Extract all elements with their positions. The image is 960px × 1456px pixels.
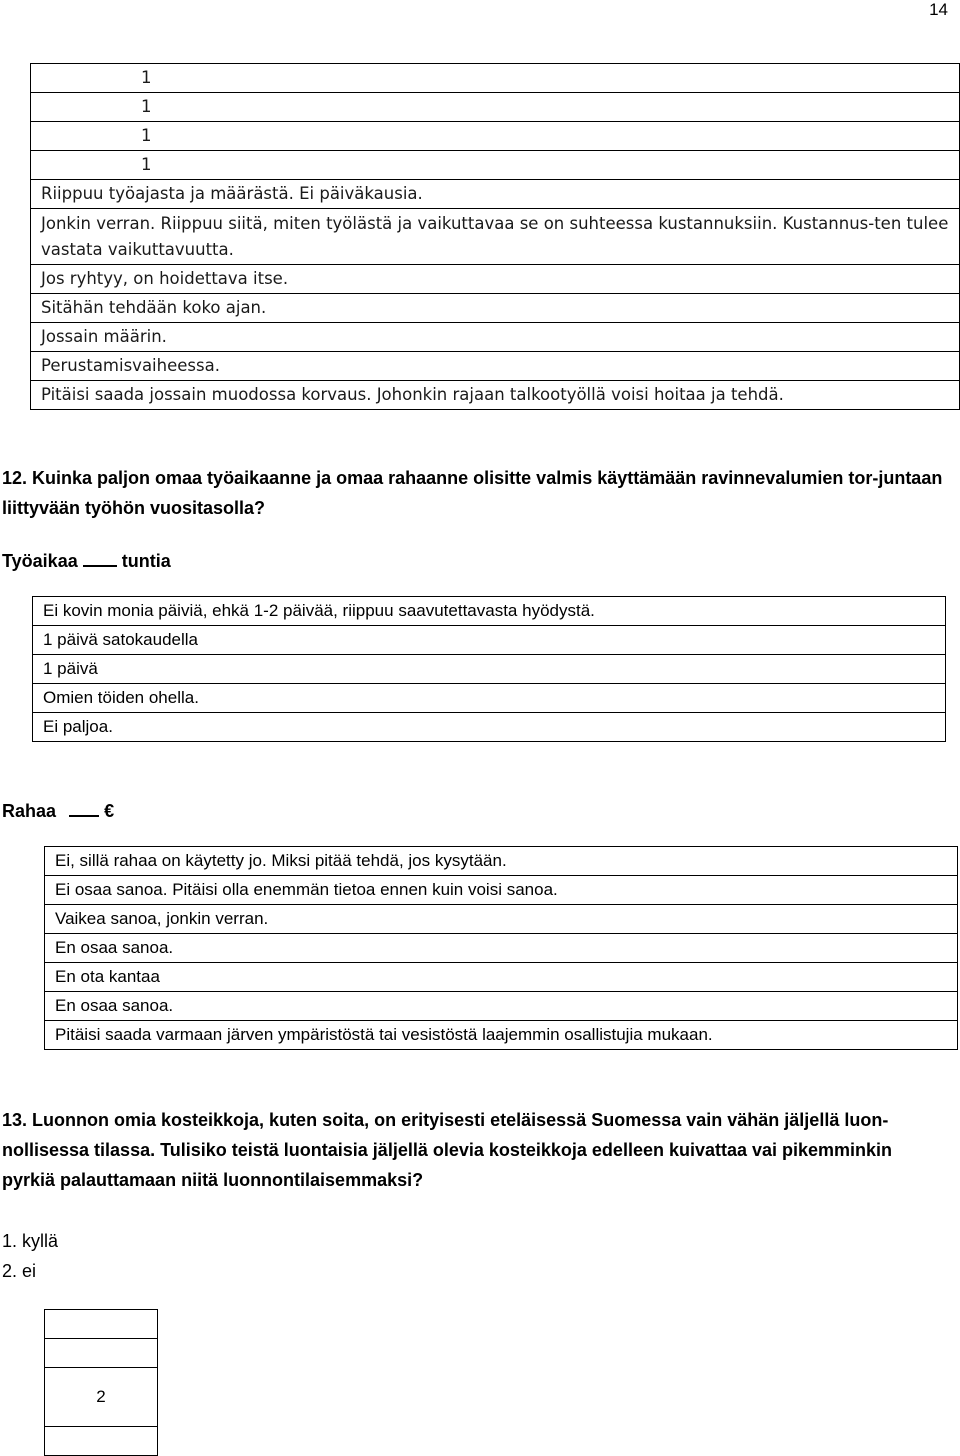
table-row <box>31 323 960 352</box>
table-cell-count <box>45 1427 158 1456</box>
time-unit: tuntia <box>121 551 171 571</box>
option-no: 2. ei <box>2 1261 37 1281</box>
time-blank <box>83 549 117 567</box>
question-12-text: 12. Kuinka paljon omaa työaikaanne ja omaa rahaanne olisitte valmis käyttämään ravinnevalumien tor-juntaan liittyvään työhön vuositasolla? <box>2 468 943 518</box>
table-cell-count: 1 <box>31 122 960 151</box>
table-row <box>31 265 960 294</box>
table-row <box>45 1021 958 1050</box>
table-row <box>45 1310 158 1339</box>
table-row <box>45 1368 158 1427</box>
table-row <box>33 684 946 713</box>
table-row <box>31 151 960 180</box>
table-row <box>45 963 958 992</box>
table-row <box>45 934 958 963</box>
table-cell-answer: Vaikea sanoa, jonkin verran. <box>45 905 958 934</box>
table-cell-answer: Pitäisi saada jossain muodossa korvaus. Johonkin rajaan talkootyöllä voisi hoitaa ja tehdä. <box>31 381 960 410</box>
table-row <box>31 64 960 93</box>
table-cell-answer: Jos ryhtyy, on hoidettava itse. <box>31 265 960 294</box>
table-cell-answer: Sitähän tehdään koko ajan. <box>31 294 960 323</box>
table-row <box>45 876 958 905</box>
table-row <box>31 180 960 209</box>
table-row <box>33 597 946 626</box>
table-cell-answer: Riippuu työajasta ja määrästä. Ei päiväkausia. <box>31 180 960 209</box>
option-yes: 1. kyllä <box>2 1231 59 1251</box>
table-row <box>45 847 958 876</box>
table-cell-answer: Perustamisvaiheessa. <box>31 352 960 381</box>
table-row <box>33 713 946 742</box>
table-row <box>45 1339 158 1368</box>
money-unit: € <box>104 801 115 821</box>
table-row <box>45 1427 158 1456</box>
table-row <box>31 93 960 122</box>
table-cell-answer: 1 päivä satokaudella <box>33 626 946 655</box>
table-cell-answer: Ei kovin monia päiviä, ehkä 1-2 päivää, riippuu saavutettavasta hyödystä. <box>33 597 946 626</box>
money-label: Rahaa <box>2 801 57 821</box>
table-row <box>31 122 960 151</box>
table-cell-answer: En osaa sanoa. <box>45 992 958 1021</box>
table-row <box>45 905 958 934</box>
table-cell-answer: En osaa sanoa. <box>45 934 958 963</box>
table-cell-answer: Ei paljoa. <box>33 713 946 742</box>
table-cell-count: 1 <box>31 64 960 93</box>
table-cell-answer: Jossain määrin. <box>31 323 960 352</box>
table-row <box>33 655 946 684</box>
question-13-text: 13. Luonnon omia kosteikkoja, kuten soita, on erityisesti eteläisessä Suomessa vain vähän jäljellä luon-nollisessa tilassa. Tulisiko teistä luontaisia jäljellä olevia kosteikkoja edelleen kuivattaa vai pikemminkin pyrkiä palauttamaan niitä luonnontilaisemmaksi? <box>2 1110 893 1190</box>
table-cell-count <box>45 1310 158 1339</box>
money-answers-table <box>44 846 958 1050</box>
table-cell-answer: 1 päivä <box>33 655 946 684</box>
table-cell-count: 2 <box>45 1368 158 1427</box>
table-row <box>45 992 958 1021</box>
table-cell-count: 1 <box>31 93 960 122</box>
table-cell-answer: Ei osaa sanoa. Pitäisi olla enemmän tietoa ennen kuin voisi sanoa. <box>45 876 958 905</box>
table-cell-answer: En ota kantaa <box>45 963 958 992</box>
table-cell-answer: Jonkin verran. Riippuu siitä, miten työlästä ja vaikuttavaa se on suhteessa kustannuksiin. Kustannus-ten tulee vastata vaikuttavuutta. <box>31 209 960 265</box>
table-row <box>33 626 946 655</box>
money-blank <box>69 799 99 817</box>
table-cell-count: 1 <box>31 151 960 180</box>
answers-table-q11 <box>30 63 960 410</box>
tally-table <box>44 1309 158 1456</box>
table-cell-answer: Ei, sillä rahaa on käytetty jo. Miksi pitää tehdä, jos kysytään. <box>45 847 958 876</box>
table-row <box>31 294 960 323</box>
page-number: 14 <box>929 0 948 19</box>
time-label-line <box>2 549 171 572</box>
table-row <box>31 381 960 410</box>
time-label: Työaikaa <box>2 551 78 571</box>
table-row <box>31 209 960 265</box>
time-answers-table <box>32 596 946 742</box>
table-cell-answer: Omien töiden ohella. <box>33 684 946 713</box>
table-cell-count <box>45 1339 158 1368</box>
money-label-line <box>2 799 114 822</box>
table-row <box>31 352 960 381</box>
table-cell-answer: Pitäisi saada varmaan järven ympäristöstä tai vesistöstä laajemmin osallistujia mukaan. <box>45 1021 958 1050</box>
